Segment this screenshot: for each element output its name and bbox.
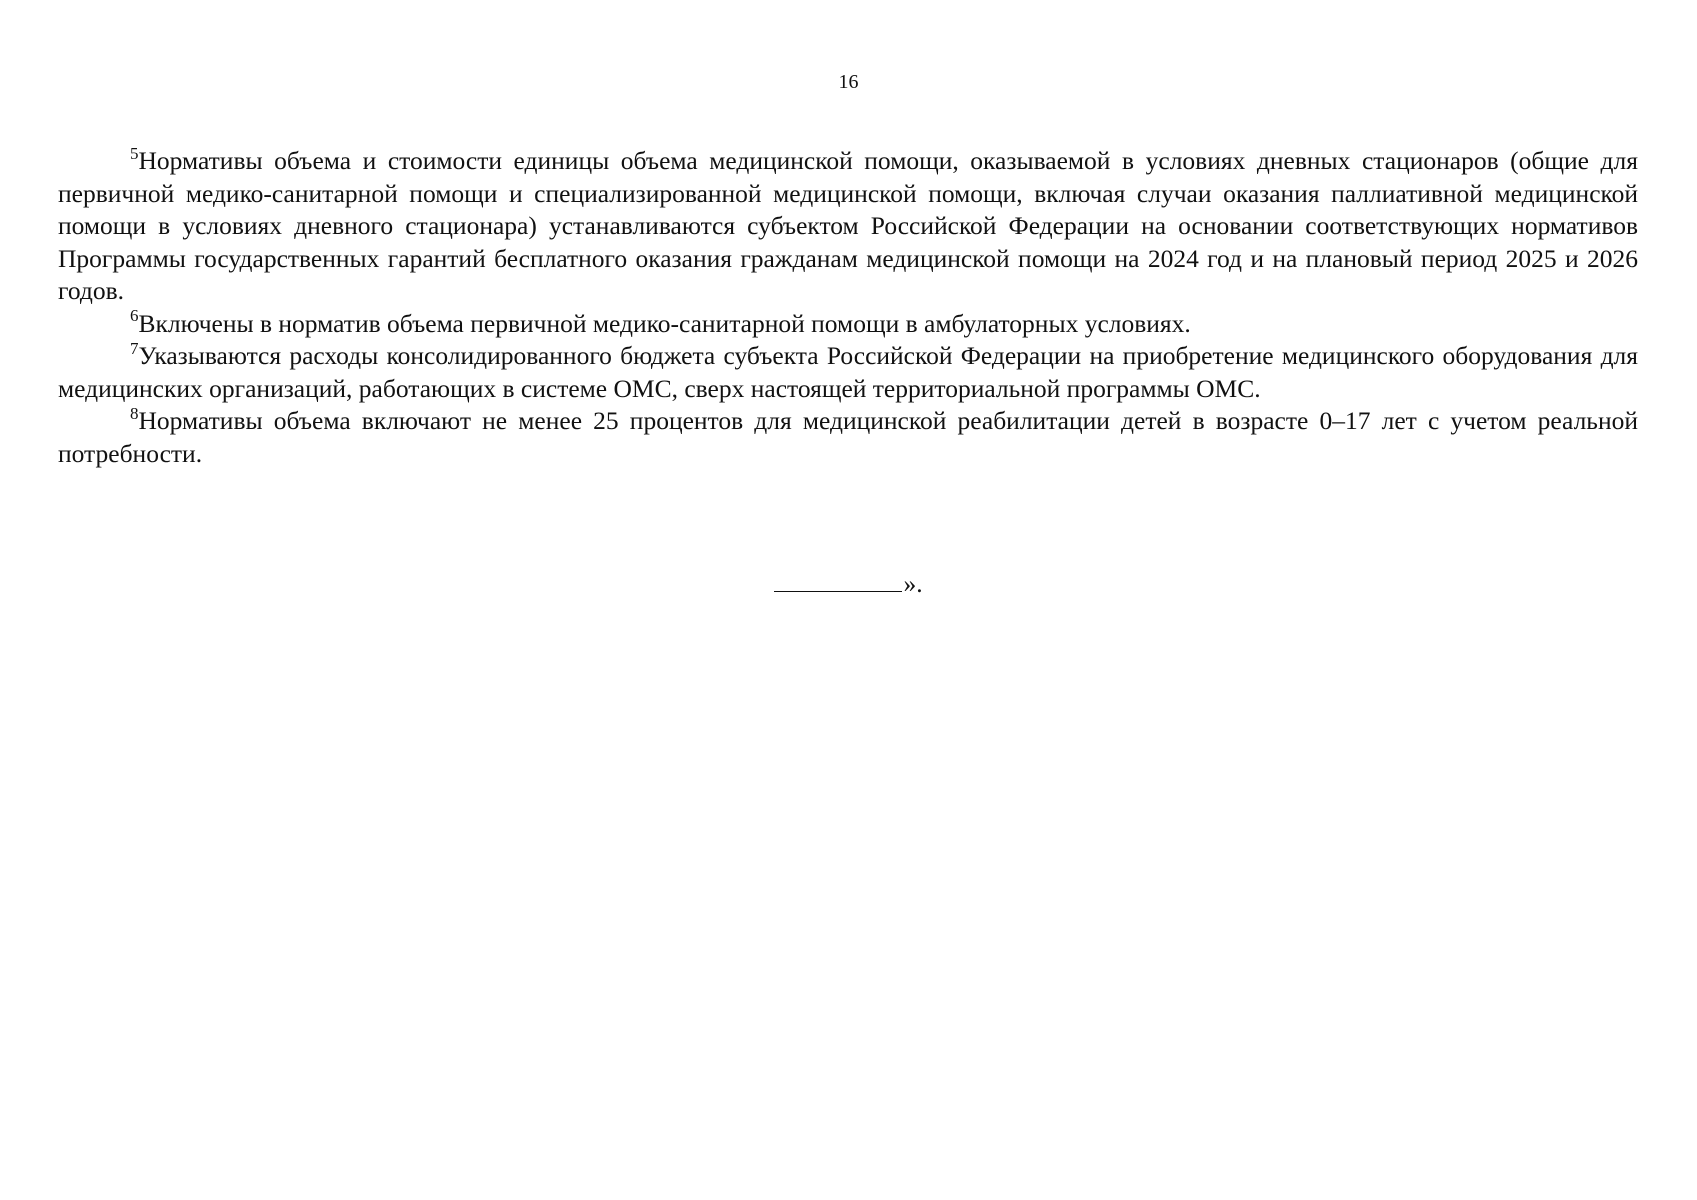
page-number: 16 — [838, 71, 859, 93]
footnote-6 — [58, 308, 1638, 341]
footnote-marker: 6 — [130, 306, 139, 325]
footnotes-block — [58, 145, 1638, 470]
closing-quote: ». — [903, 569, 923, 598]
footnote-5 — [58, 145, 1638, 308]
closing-mark — [0, 568, 1697, 600]
footnote-text: Нормативы объема включают не менее 25 процентов для медицинской реабилитации детей в возрасте 0–17 лет с учетом реальной потребности. — [58, 406, 1638, 468]
footnote-marker: 7 — [130, 338, 139, 358]
footnote-text: Указываются расходы консолидированного бюджета субъекта Российской Федерации на приобретение медицинского оборудования для медицинских организаций, работающих в системе ОМС, сверх настоящей территориальной программы ОМС. — [58, 341, 1638, 403]
footnote-text: Нормативы объема и стоимости единицы объема медицинской помощи, оказываемой в условиях дневных стационаров (общие для первичной медико-санитарной помощи и специализированной медицинской помощи, включая случаи оказания паллиативной медицинской помощи в условиях дневного стационара) устанавливаются субъектом Российской Федерации на основании соответствующих нормативов Программы государственных гарантий бесплатного оказания гражданам медицинской помощи на 2024 год и на плановый период 2025 и 2026 годов. — [58, 146, 1638, 305]
footnote-text: Включены в норматив объема первичной медико-санитарной помощи в амбулаторных условиях. — [138, 308, 1191, 338]
footnote-marker: 5 — [130, 143, 139, 163]
footnote-marker: 8 — [130, 403, 139, 423]
footnote-7 — [58, 340, 1638, 405]
footnote-8 — [58, 405, 1638, 470]
closing-underline — [774, 569, 902, 592]
